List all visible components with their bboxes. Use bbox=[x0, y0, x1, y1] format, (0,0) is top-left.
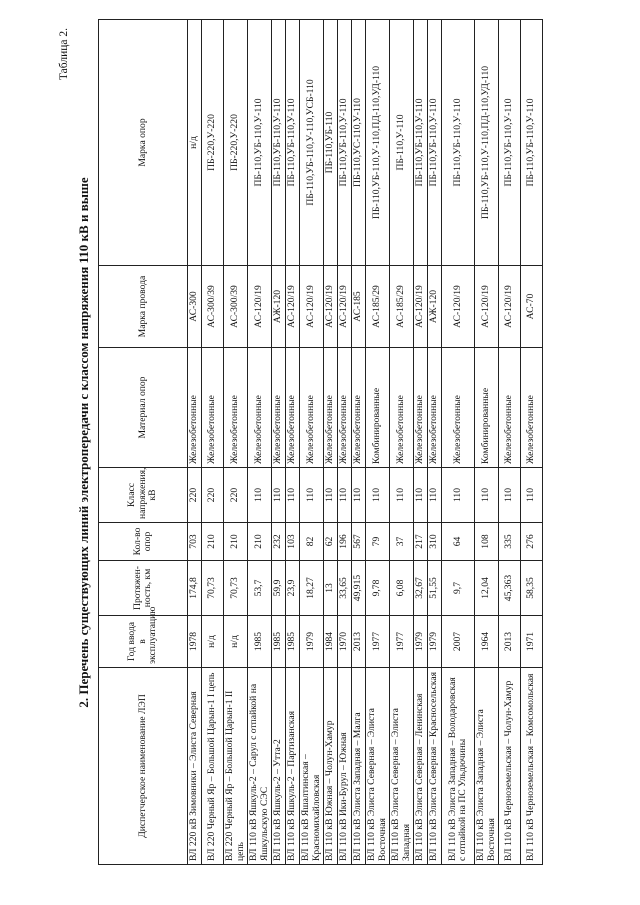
line-name-cell: ВЛ 110 кВ Элиста Северная – Элиста Восточная bbox=[366, 668, 390, 865]
wire-brand-cell: АЖ-120 bbox=[428, 266, 442, 348]
voltage-cell: 110 bbox=[324, 468, 338, 523]
length-cell: 53,7 bbox=[248, 561, 272, 616]
wire-brand-cell: АС-120/19 bbox=[338, 266, 352, 348]
voltage-cell: 110 bbox=[499, 468, 521, 523]
table-row bbox=[202, 20, 224, 865]
tower-material-cell: Железобетонные bbox=[338, 348, 352, 468]
wire-brand-cell: АС-185/29 bbox=[366, 266, 390, 348]
wire-brand-cell: АЖ-120 bbox=[272, 266, 286, 348]
year-cell: 1979 bbox=[428, 616, 442, 668]
wire-brand-cell: АС-300/39 bbox=[224, 266, 248, 348]
line-name-cell: ВЛ 110 кВ Южная – Чолун-Хамур bbox=[324, 668, 338, 865]
year-cell: 1985 bbox=[248, 616, 272, 668]
year-cell: 1985 bbox=[286, 616, 300, 668]
voltage-cell: 220 bbox=[202, 468, 224, 523]
tower-brand-cell: ПБ-220,У-220 bbox=[202, 20, 224, 266]
table-row bbox=[442, 20, 475, 865]
tower-count-cell: 196 bbox=[338, 523, 352, 561]
table-row bbox=[521, 20, 543, 865]
length-cell: 9,78 bbox=[366, 561, 390, 616]
tower-count-cell: 64 bbox=[442, 523, 475, 561]
wire-brand-cell: АС-120/19 bbox=[324, 266, 338, 348]
tower-material-cell: Железобетонные bbox=[272, 348, 286, 468]
tower-count-cell: 276 bbox=[521, 523, 543, 561]
line-name-cell: ВЛ 110 кВ Яшкуль-2 – Утта-2 bbox=[272, 668, 286, 865]
tower-brand-cell: ПБ-110,УБ-110,У-110 bbox=[521, 20, 543, 266]
table-row bbox=[352, 20, 366, 865]
voltage-cell: 110 bbox=[521, 468, 543, 523]
power-lines-table bbox=[98, 19, 543, 865]
tower-brand-cell: ПБ-110,УБ-110,У-110 bbox=[286, 20, 300, 266]
length-cell: 18,27 bbox=[300, 561, 324, 616]
wire-brand-cell: АС-300/39 bbox=[202, 266, 224, 348]
tower-count-cell: 210 bbox=[224, 523, 248, 561]
year-cell: н/д bbox=[202, 616, 224, 668]
length-cell: 13 bbox=[324, 561, 338, 616]
header-line-name: Диспетчерское наименование ЛЭП bbox=[99, 668, 188, 865]
length-cell: 23,9 bbox=[286, 561, 300, 616]
wire-brand-cell: АС-120/19 bbox=[442, 266, 475, 348]
line-name-cell: ВЛ 110 кВ Элиста Западная – Володаровская с отпайкой на ПС Ульдючины bbox=[442, 668, 475, 865]
table-row bbox=[188, 20, 202, 865]
tower-count-cell: 37 bbox=[390, 523, 414, 561]
table-row bbox=[324, 20, 338, 865]
length-cell: 33,65 bbox=[338, 561, 352, 616]
table-body bbox=[188, 20, 543, 865]
header-voltage: Класс напряжения, кВ bbox=[99, 468, 188, 523]
table-row bbox=[475, 20, 499, 865]
length-cell: 49,915 bbox=[352, 561, 366, 616]
voltage-cell: 110 bbox=[475, 468, 499, 523]
line-name-cell: ВЛ 110 кВ Яшкуль-2 – Партизанская bbox=[286, 668, 300, 865]
year-cell: 1979 bbox=[414, 616, 428, 668]
voltage-cell: 220 bbox=[188, 468, 202, 523]
line-name-cell: ВЛ 110 кВ Черноземельская – Чолун-Хамур bbox=[499, 668, 521, 865]
table-row bbox=[366, 20, 390, 865]
table-header-row bbox=[99, 20, 188, 865]
voltage-cell: 110 bbox=[428, 468, 442, 523]
tower-count-cell: 703 bbox=[188, 523, 202, 561]
tower-brand-cell: ПБ-110,УБ-110,У-110 bbox=[414, 20, 428, 266]
table-row bbox=[414, 20, 428, 865]
year-cell: 1979 bbox=[300, 616, 324, 668]
table-label: Таблица 2. bbox=[58, 28, 70, 81]
length-cell: 12,04 bbox=[475, 561, 499, 616]
table-row bbox=[338, 20, 352, 865]
tower-material-cell: Комбинированные bbox=[475, 348, 499, 468]
tower-material-cell: Железобетонные bbox=[286, 348, 300, 468]
voltage-cell: 110 bbox=[442, 468, 475, 523]
length-cell: 6,08 bbox=[390, 561, 414, 616]
length-cell: 58,35 bbox=[521, 561, 543, 616]
tower-material-cell: Железобетонные bbox=[188, 348, 202, 468]
length-cell: 174,8 bbox=[188, 561, 202, 616]
tower-count-cell: 62 bbox=[324, 523, 338, 561]
tower-count-cell: 217 bbox=[414, 523, 428, 561]
length-cell: 32,67 bbox=[414, 561, 428, 616]
voltage-cell: 110 bbox=[366, 468, 390, 523]
wire-brand-cell: АС-70 bbox=[521, 266, 543, 348]
tower-brand-cell: ПБ-110,УБ-110,У-110,ПД-110,УД-110 bbox=[366, 20, 390, 266]
line-name-cell: ВЛ 220 Черный Яр – Большой Царын-1 I цепь bbox=[202, 668, 224, 865]
tower-brand-cell: ПБ-110,УС-110,У-110 bbox=[352, 20, 366, 266]
tower-material-cell: Железобетонные bbox=[202, 348, 224, 468]
tower-count-cell: 79 bbox=[366, 523, 390, 561]
wire-brand-cell: АС-120/19 bbox=[286, 266, 300, 348]
tower-count-cell: 103 bbox=[286, 523, 300, 561]
table-row bbox=[300, 20, 324, 865]
year-cell: 1984 bbox=[324, 616, 338, 668]
tower-brand-cell: ПБ-110,УБ-110,У-110 bbox=[499, 20, 521, 266]
table-row bbox=[499, 20, 521, 865]
length-cell: 59,9 bbox=[272, 561, 286, 616]
tower-material-cell: Комбинированные bbox=[366, 348, 390, 468]
year-cell: 1977 bbox=[366, 616, 390, 668]
tower-brand-cell: н/д bbox=[188, 20, 202, 266]
length-cell: 51,55 bbox=[428, 561, 442, 616]
tower-material-cell: Железобетонные bbox=[390, 348, 414, 468]
line-name-cell: ВЛ 110 кВ Элиста Северная – Красносельская bbox=[428, 668, 442, 865]
year-cell: 2007 bbox=[442, 616, 475, 668]
header-tower-brand: Марка опор bbox=[99, 20, 188, 266]
year-cell: 1978 bbox=[188, 616, 202, 668]
tower-brand-cell: ПБ-110,УБ-110,У-110 bbox=[442, 20, 475, 266]
tower-brand-cell: ПБ-110,УБ-110,У-110,УСБ-110 bbox=[300, 20, 324, 266]
table-row bbox=[224, 20, 248, 865]
line-name-cell: ВЛ 110 кВ Элиста Западная – Элиста Восточная bbox=[475, 668, 499, 865]
wire-brand-cell: АС-120/19 bbox=[475, 266, 499, 348]
line-name-cell: ВЛ 220 кВ Зимовники – Элиста Северная bbox=[188, 668, 202, 865]
wire-brand-cell: АС-185 bbox=[352, 266, 366, 348]
header-tower-material: Материал опор bbox=[99, 348, 188, 468]
voltage-cell: 110 bbox=[286, 468, 300, 523]
tower-count-cell: 567 bbox=[352, 523, 366, 561]
year-cell: н/д bbox=[224, 616, 248, 668]
length-cell: 45,363 bbox=[499, 561, 521, 616]
table-row bbox=[286, 20, 300, 865]
tower-count-cell: 232 bbox=[272, 523, 286, 561]
page-title: 2. Перечень существующих линий электропередачи с классом напряжения 110 кВ и выше bbox=[76, 177, 91, 708]
line-name-cell: ВЛ 110 кВ Яшалтинская – Красномихайловская bbox=[300, 668, 324, 865]
tower-material-cell: Железобетонные bbox=[248, 348, 272, 468]
year-cell: 1970 bbox=[338, 616, 352, 668]
tower-count-cell: 335 bbox=[499, 523, 521, 561]
year-cell: 1964 bbox=[475, 616, 499, 668]
voltage-cell: 110 bbox=[300, 468, 324, 523]
voltage-cell: 110 bbox=[338, 468, 352, 523]
tower-material-cell: Железобетонные bbox=[442, 348, 475, 468]
tower-material-cell: Железобетонные bbox=[521, 348, 543, 468]
tower-material-cell: Железобетонные bbox=[428, 348, 442, 468]
tower-material-cell: Железобетонные bbox=[300, 348, 324, 468]
rotated-document-sheet bbox=[58, 20, 618, 865]
line-name-cell: ВЛ 110 кВ Ики-Бурул – Южная bbox=[338, 668, 352, 865]
line-name-cell: ВЛ 110 кВ Яшкуль-2 – Сарул с отпайкой на Яшкульскую СЭС bbox=[248, 668, 272, 865]
header-length: Протяжен-ность, км bbox=[99, 561, 188, 616]
length-cell: 9,7 bbox=[442, 561, 475, 616]
voltage-cell: 220 bbox=[224, 468, 248, 523]
line-name-cell: ВЛ 110 кВ Черноземельская – Комсомольская bbox=[521, 668, 543, 865]
year-cell: 2013 bbox=[499, 616, 521, 668]
table-row bbox=[272, 20, 286, 865]
year-cell: 1971 bbox=[521, 616, 543, 668]
tower-count-cell: 82 bbox=[300, 523, 324, 561]
tower-brand-cell: ПБ-110,УБ-110,У-110 bbox=[248, 20, 272, 266]
table-row bbox=[428, 20, 442, 865]
tower-brand-cell: ПБ-110,УБ-110,У-110,ПД-110,УД-110 bbox=[475, 20, 499, 266]
tower-brand-cell: ПБ-110,У-110 bbox=[390, 20, 414, 266]
tower-brand-cell: ПБ-220,У-220 bbox=[224, 20, 248, 266]
year-cell: 1977 bbox=[390, 616, 414, 668]
voltage-cell: 110 bbox=[248, 468, 272, 523]
tower-material-cell: Железобетонные bbox=[499, 348, 521, 468]
year-cell: 2013 bbox=[352, 616, 366, 668]
tower-material-cell: Железобетонные bbox=[414, 348, 428, 468]
voltage-cell: 110 bbox=[414, 468, 428, 523]
line-name-cell: ВЛ 220 Черный Яр – Большой Царын-1 II цепь bbox=[224, 668, 248, 865]
wire-brand-cell: АС-120/19 bbox=[499, 266, 521, 348]
header-wire-brand: Марка провода bbox=[99, 266, 188, 348]
tower-brand-cell: ПБ-110,УБ-110,У-110 bbox=[338, 20, 352, 266]
wire-brand-cell: АС-120/19 bbox=[300, 266, 324, 348]
voltage-cell: 110 bbox=[352, 468, 366, 523]
length-cell: 70,73 bbox=[202, 561, 224, 616]
tower-material-cell: Железобетонные bbox=[352, 348, 366, 468]
wire-brand-cell: АС-185/29 bbox=[390, 266, 414, 348]
table-row bbox=[390, 20, 414, 865]
year-cell: 1985 bbox=[272, 616, 286, 668]
tower-brand-cell: ПБ-110,УБ-110,У-110 bbox=[272, 20, 286, 266]
length-cell: 70,73 bbox=[224, 561, 248, 616]
voltage-cell: 110 bbox=[390, 468, 414, 523]
tower-brand-cell: ПБ-110,УБ-110 bbox=[324, 20, 338, 266]
tower-count-cell: 210 bbox=[202, 523, 224, 561]
header-year: Год ввода в эксплуатацию bbox=[99, 616, 188, 668]
tower-material-cell: Железобетонные bbox=[224, 348, 248, 468]
wire-brand-cell: АС-120/19 bbox=[248, 266, 272, 348]
voltage-cell: 110 bbox=[272, 468, 286, 523]
wire-brand-cell: АС-120/19 bbox=[414, 266, 428, 348]
line-name-cell: ВЛ 110 кВ Элиста Западная – Малга bbox=[352, 668, 366, 865]
tower-count-cell: 310 bbox=[428, 523, 442, 561]
tower-brand-cell: ПБ-110,УБ-110,У-110 bbox=[428, 20, 442, 266]
line-name-cell: ВЛ 110 кВ Элиста Северная – Ленинская bbox=[414, 668, 428, 865]
tower-count-cell: 108 bbox=[475, 523, 499, 561]
table-row bbox=[248, 20, 272, 865]
line-name-cell: ВЛ 110 кВ Элиста Северная – Элиста Западная bbox=[390, 668, 414, 865]
tower-material-cell: Железобетонные bbox=[324, 348, 338, 468]
wire-brand-cell: АС-300 bbox=[188, 266, 202, 348]
tower-count-cell: 210 bbox=[248, 523, 272, 561]
header-tower-count: Кол-во опор bbox=[99, 523, 188, 561]
